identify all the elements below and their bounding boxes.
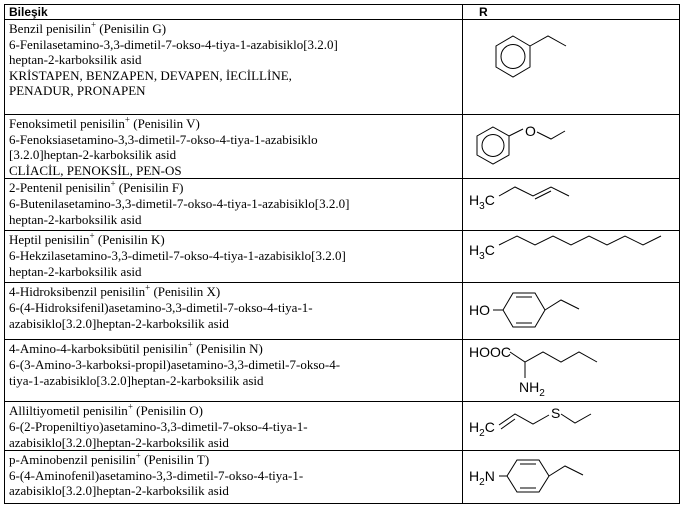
compound-title: 4-Hidroksibenzil penisilin+ (Penisilin X) bbox=[9, 283, 221, 300]
amine-label: $NH_2$ bbox=[519, 379, 545, 400]
table-row bbox=[5, 179, 680, 231]
compound-line: 6-(3-Amino-3-karboksi-propil)asetamino-3,3-dimetil-7-okso-4- bbox=[9, 356, 341, 372]
structure-cell bbox=[463, 283, 680, 340]
compound-title: 4-Amino-4-karboksibütil penisilin+ (Penisilin N) bbox=[9, 340, 263, 357]
h2n-label: $H_2N$ bbox=[469, 468, 495, 489]
compound-line: tiya-1-azabisiklo[3.2.0]heptan-2-karboksilik asid bbox=[9, 372, 264, 388]
compound-line: heptan-2-karboksilik asid bbox=[9, 211, 142, 227]
compound-line: PENADUR, PRONAPEN bbox=[9, 83, 146, 99]
compound-line: 6-Butenilasetamino-3,3-dimetil-7-okso-4-tiya-1-azabisiklo[3.2.0] bbox=[9, 195, 350, 211]
compound-title: Alliltiyometil penisilin+ (Penisilin O) bbox=[9, 402, 203, 419]
h3c-label: $H_3C$ bbox=[469, 192, 495, 213]
compound-line: KRİSTAPEN, BENZAPEN, DEVAPEN, İECİLLİNE, bbox=[9, 67, 292, 83]
compound-title: Fenoksimetil penisilin+ (Penisilin V) bbox=[9, 114, 200, 131]
compound-title: p-Aminobenzil penisilin+ (Penisilin T) bbox=[9, 450, 210, 468]
compound-title: Heptil penisilin+ (Penisilin K) bbox=[9, 231, 165, 248]
structure-cell bbox=[463, 179, 680, 231]
header-compound: Bileşik bbox=[5, 5, 463, 20]
benzyl-structure-icon bbox=[463, 20, 678, 114]
structure-cell bbox=[463, 115, 680, 179]
table-row bbox=[5, 402, 680, 451]
compound-cell bbox=[5, 340, 463, 402]
compound-cell bbox=[5, 451, 463, 504]
compound-cell bbox=[5, 402, 463, 451]
compound-line: 6-(4-Hidroksifenil)asetamino-3,3-dimetil-7-okso-4-tiya-1- bbox=[9, 299, 313, 315]
table-row bbox=[5, 115, 680, 179]
structure-cell bbox=[463, 402, 680, 451]
structure-cell bbox=[463, 451, 680, 504]
allylthiomethyl-structure-icon bbox=[463, 402, 678, 448]
table-row bbox=[5, 451, 680, 504]
compound-line: 6-Fenoksiasetamino-3,3-dimetil-7-okso-4-tiya-1-azabisiklo bbox=[9, 131, 318, 147]
h3c-label: $H_3C$ bbox=[469, 242, 495, 263]
compound-line: CLİACİL, PENOKSİL, PEN-OS bbox=[9, 162, 182, 178]
compound-line: 6-Fenilasetamino-3,3-dimetil-7-okso-4-tiya-1-azabisiklo[3.2.0] bbox=[9, 36, 338, 52]
compound-line: heptan-2-karboksilik asid bbox=[9, 52, 142, 68]
sulfur-label: S bbox=[551, 405, 561, 422]
structure-cell bbox=[463, 20, 680, 115]
heptyl-structure-icon bbox=[463, 231, 678, 282]
compound-line: [3.2.0]heptan-2-karboksilik asid bbox=[9, 147, 177, 163]
compound-line: 6-(4-Aminofenil)asetamino-3,3-dimetil-7-okso-4-tiya-1- bbox=[9, 467, 304, 483]
table-row bbox=[5, 20, 680, 115]
compound-line: azabisiklo[3.2.0]heptan-2-karboksilik asid bbox=[9, 434, 229, 450]
hydroxyl-label: HO bbox=[469, 302, 490, 319]
compound-cell bbox=[5, 231, 463, 283]
header-row bbox=[5, 5, 680, 20]
structure-cell bbox=[463, 231, 680, 283]
compound-line: 6-(2-Propeniltiyo)asetamino-3,3-dimetil-7-okso-4-tiya-1- bbox=[9, 418, 308, 434]
compound-line: 6-Hekzilasetamino-3,3-dimetil-7-okso-4-tiya-1-azabisiklo[3.2.0] bbox=[9, 247, 346, 263]
phenoxymethyl-structure-icon bbox=[463, 115, 678, 177]
compound-cell bbox=[5, 115, 463, 179]
compound-line: azabisiklo[3.2.0]heptan-2-karboksilik asid bbox=[9, 483, 229, 499]
header-r: R bbox=[463, 5, 680, 20]
compound-title: 2-Pentenil penisilin+ (Penisilin F) bbox=[9, 179, 184, 196]
table-row bbox=[5, 283, 680, 340]
oxygen-label: O bbox=[525, 123, 536, 139]
hydroxybenzyl-structure-icon bbox=[463, 283, 678, 339]
table-row bbox=[5, 340, 680, 402]
carboxyl-label: HOOC bbox=[469, 344, 511, 361]
compound-cell bbox=[5, 179, 463, 231]
compound-line: heptan-2-karboksilik asid bbox=[9, 263, 142, 279]
h2c-label: $H_2C$ bbox=[469, 419, 495, 440]
compound-cell bbox=[5, 283, 463, 340]
table-row bbox=[5, 231, 680, 283]
penicillin-table bbox=[4, 4, 680, 504]
compound-title: Benzil penisilin+ (Penisilin G) bbox=[9, 19, 167, 36]
aminobenzyl-structure-icon bbox=[463, 451, 678, 503]
aminocarboxybutyl-structure-icon bbox=[463, 340, 678, 401]
structure-cell bbox=[463, 340, 680, 402]
compound-cell bbox=[5, 20, 463, 115]
compound-line: azabisiklo[3.2.0]heptan-2-karboksilik asid bbox=[9, 315, 229, 331]
pentenyl-structure-icon bbox=[463, 179, 678, 230]
